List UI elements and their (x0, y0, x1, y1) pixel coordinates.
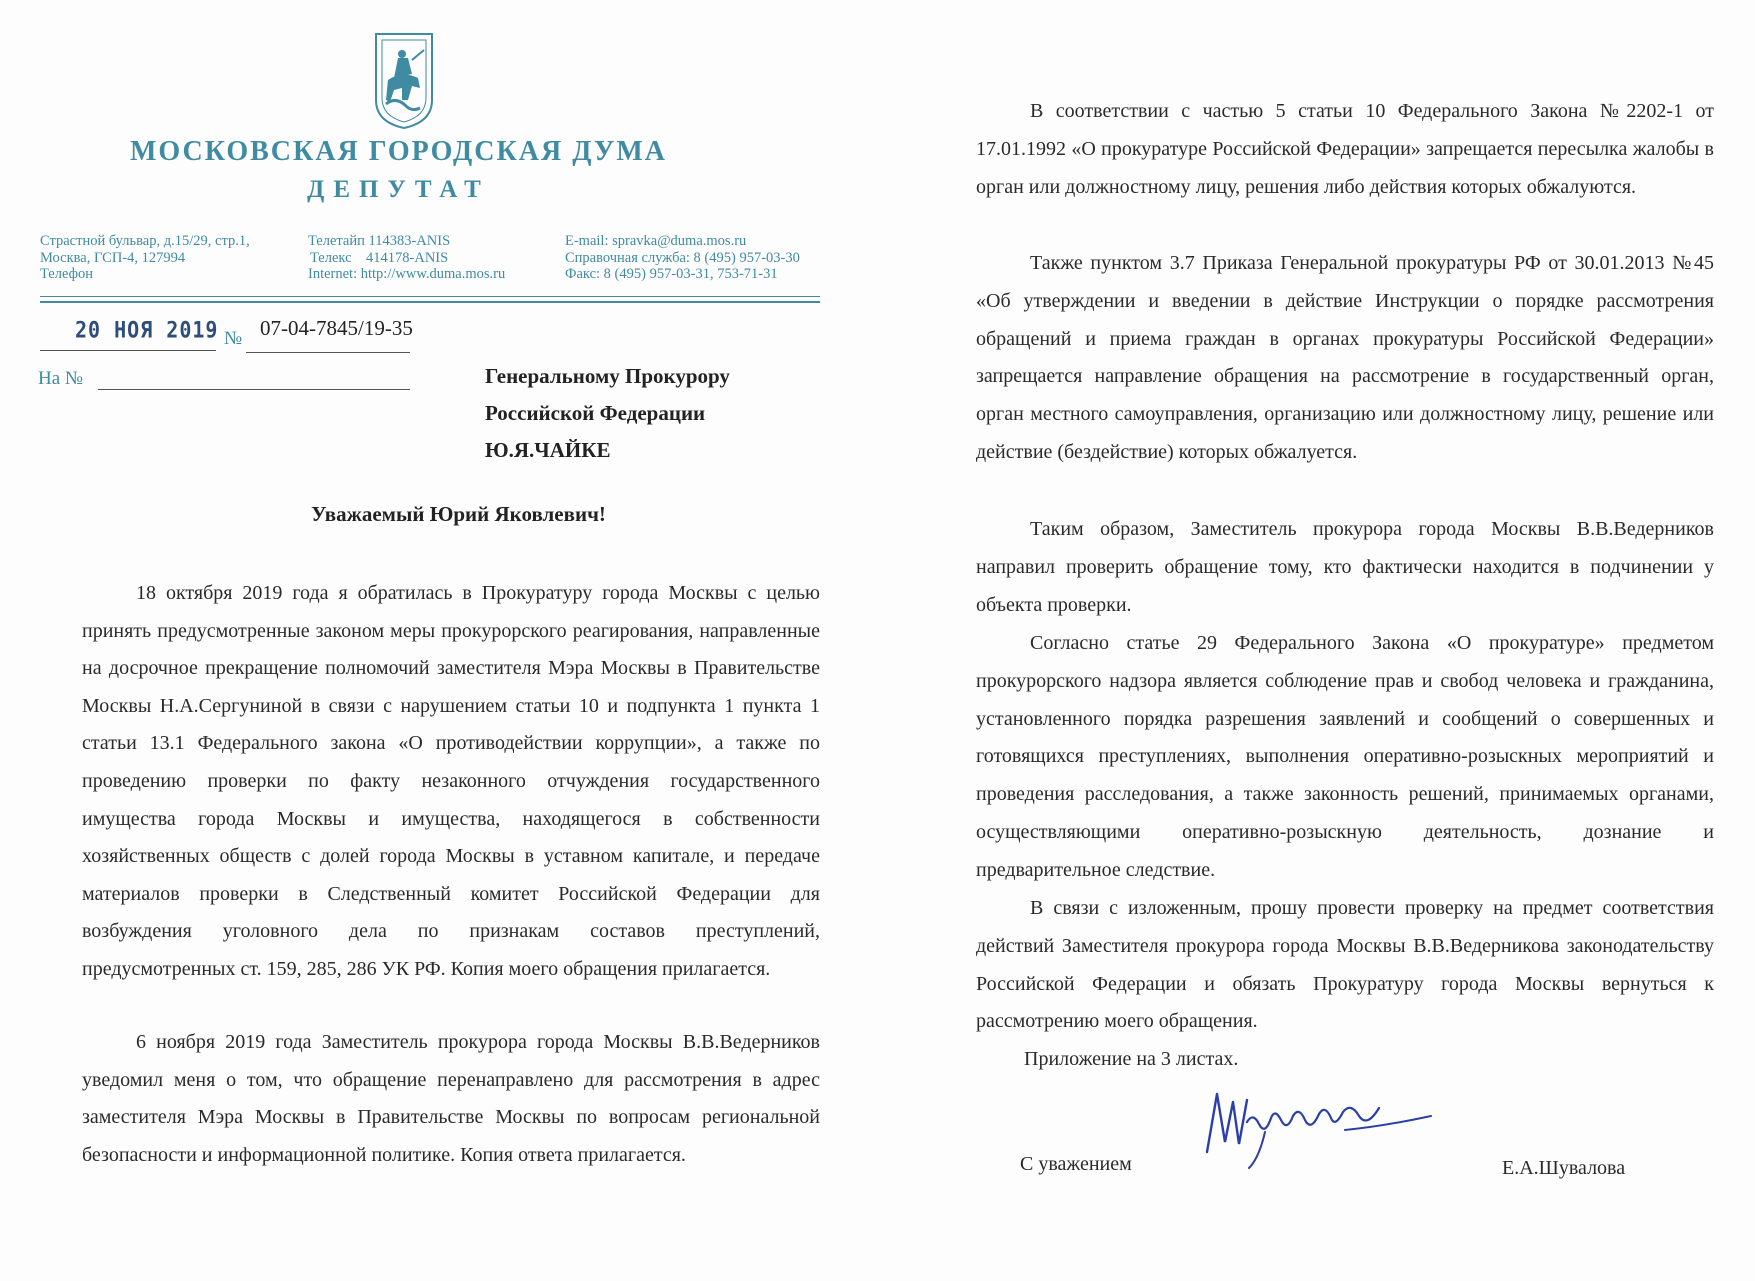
addressee-line: Ю.Я.ЧАЙКЕ (485, 438, 611, 462)
paragraph-text: 6 ноября 2019 года Заместитель прокурора города Москвы В.В.Ведерников уведомил меня о том, что обращение перенаправлено для рассмотрения в адрес заместителя Мэра Москвы в Правительстве Москвы по вопросам региональной безопасности и информационной политике. Копия ответа прилагается. (82, 1031, 820, 1166)
paragraph-text: 18 октября 2019 года я обратилась в Прокуратуру города Москвы с целью принять предусмотренные законом меры прокурорского реагирования, направленные на досрочное прекращение полномочий заместителя Мэра Москвы в Правительстве Москвы Н.А.Сергуниной в связи с нарушением статьи 10 и подпункта 1 пункта 1 статьи 13.1 Федерального закона «О противодействии коррупции», а также по проведению проверки по факту незаконного отчуждения государственного имущества города Москвы и имущества, находящегося в собственности хозяйственных обществ с долей города Москвы в уставном капитале, и передаче материалов проверки в Следственный комитет Российской Федерации для возбуждения уголовного дела по признакам составов преступлений, предусмотренных ст. 159, 285, 286 УК РФ. Копия моего обращения прилагается. (82, 582, 820, 980)
body-paragraph (82, 1024, 820, 1174)
date-stamp: 20 НОЯ 2019 (75, 316, 219, 344)
reply-number-line (98, 389, 410, 390)
body-paragraph (976, 890, 1714, 1041)
paragraph-text: В связи с изложенным, прошу провести проверку на предмет соответствия действий Заместителя прокурора города Москвы В.В.Ведерникова законодательству Российской Федерации и обязать Прокуратуру города Москвы вернуться к рассмотрению моего обращения. (976, 897, 1714, 1033)
moscow-coat-of-arms-icon (372, 30, 436, 130)
letterhead-subtitle: ДЕПУТАТ (307, 176, 490, 203)
address-line: Телефон (40, 266, 93, 282)
paragraph-text: Приложение на 3 листах. (1024, 1048, 1239, 1070)
telecom-line: Internet: http://www.duma.mos.ru (308, 266, 506, 282)
reply-number-label: На № (38, 368, 84, 389)
salutation: Уважаемый Юрий Яковлевич! (311, 502, 606, 526)
paragraph-text: Таким образом, Заместитель прокурора города Москвы В.В.Ведерников направил проверить обращение тому, кто фактически находится в подчинении у объекта проверки. (976, 518, 1714, 616)
addressee-line: Генеральному Прокурору (485, 364, 730, 388)
contact-line: Факс: 8 (495) 957-03-31, 753-71-31 (565, 266, 778, 282)
body-paragraph (976, 625, 1714, 890)
letterhead-telecom (308, 233, 505, 283)
closing-phrase: С уважением (1020, 1153, 1132, 1175)
letterhead-contacts (565, 233, 800, 283)
telecom-line: Телетайп 114383-ANIS (308, 233, 451, 249)
paragraph-text: В соответствии с частью 5 статьи 10 Федерального Закона №2202-1 от 17.01.1992 «О прокуратуре Российской Федерации» запрещается пересылка жалобы в орган или должностному лицу, решения либо действия которых обжалуются. (976, 100, 1714, 198)
contact-line: E-mail: spravka@duma.mos.ru (565, 233, 747, 249)
letterhead-address (40, 233, 250, 283)
letterhead-divider (40, 301, 820, 303)
address-line: Страстной бульвар, д.15/29, стр.1, (40, 233, 250, 249)
number-label: № (224, 328, 243, 349)
body-paragraph (976, 93, 1714, 206)
letterhead-title: МОСКОВСКАЯ ГОРОДСКАЯ ДУМА (129, 136, 668, 167)
handwritten-signature (1195, 1072, 1435, 1172)
addressee-block (485, 358, 730, 469)
contact-line: Справочная служба: 8 (495) 957-03-30 (565, 249, 800, 266)
address-line: Москва, ГСП-4, 127994 (40, 249, 186, 266)
paragraph-text: Также пунктом 3.7 Приказа Генеральной прокуратуры РФ от 30.01.2013 №45 «Об утверждении и введении в действие Инструкции о порядке рассмотрения обращений и приема граждан в органах прокуратуры Российской Федерации» запрещается направление обращения на рассмотрение в государственный орган, орган местного самоуправления, организацию или должностному лицу, решение или действие (бездействие) которых обжалуется. (976, 252, 1714, 463)
body-paragraph (976, 511, 1714, 624)
body-paragraph (976, 245, 1714, 472)
number-line (246, 352, 410, 353)
body-paragraph (82, 575, 820, 989)
paragraph-text: Согласно статье 29 Федерального Закона «О прокуратуре» предметом прокурорского надзора является соблюдение прав и свобод человека и гражданина, установленного порядка разрешения заявлений и сообщений о совершенных и готовящихся преступлениях, выполнения оперативно-розыскных мероприятий и проведения расследования, а также законность решений, принимаемых органами, осуществляющими оперативно-розыскную деятельность, дознание и предварительное следствие. (976, 632, 1714, 881)
addressee-line: Российской Федерации (485, 401, 706, 425)
telecom-line: Телекс 414178-ANIS (310, 249, 449, 266)
letterhead-divider (40, 296, 820, 297)
signer-name: Е.А.Шувалова (1502, 1157, 1626, 1179)
date-line (40, 350, 216, 351)
reference-number: 07-04-7845/19-35 (260, 316, 413, 340)
